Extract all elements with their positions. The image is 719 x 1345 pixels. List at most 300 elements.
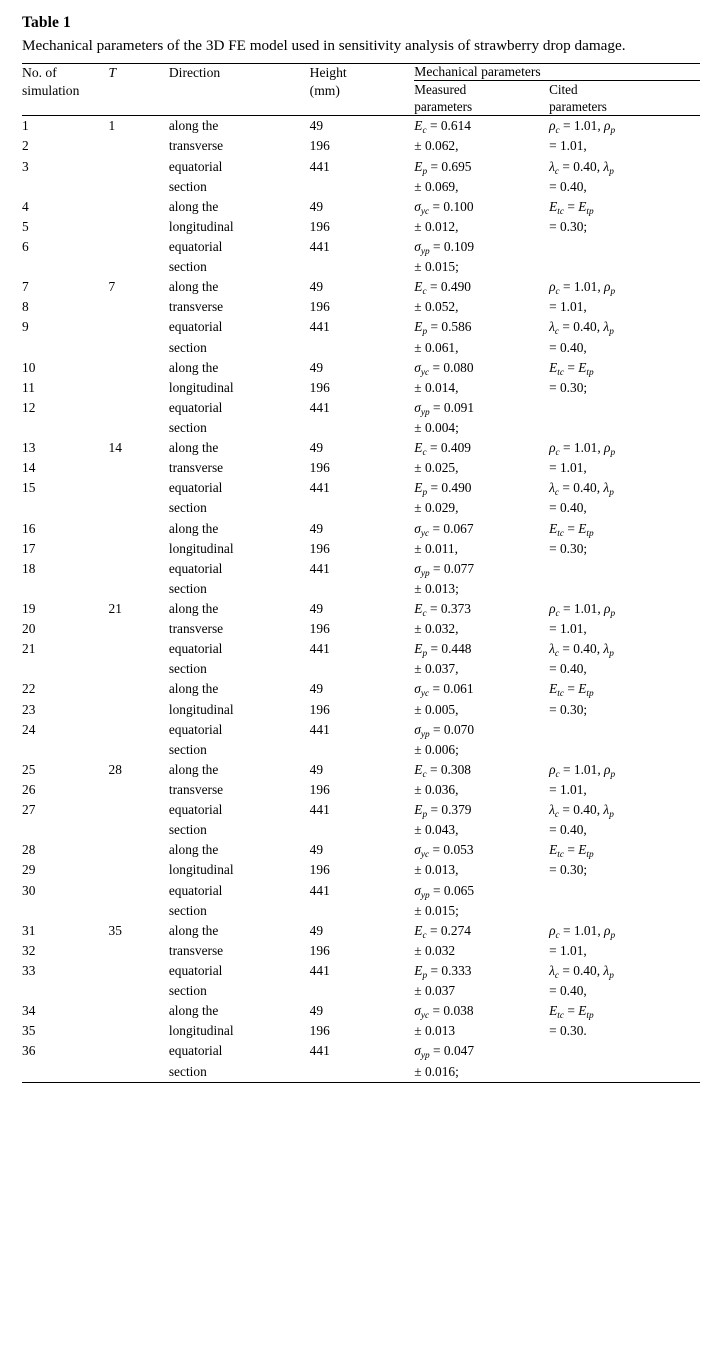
cell-height [310, 338, 415, 358]
cell-cited-parameter [549, 901, 700, 921]
table-row [22, 961, 700, 981]
rule-segment [22, 1082, 109, 1087]
cell-T [109, 740, 169, 760]
cell-measured-parameter: $\sigma_{yc} = 0.080$ [414, 359, 474, 378]
cell-height: 49 [309, 520, 324, 536]
cell-height: 441 [309, 560, 330, 576]
cell-height: 196 [309, 1023, 330, 1039]
cell-measured-parameter: $\sigma_{yp} = 0.091$ [414, 399, 475, 418]
cell-height: 196 [309, 299, 330, 315]
cell-height: 441 [309, 239, 330, 255]
cell-simulation-no: 11 [22, 379, 35, 395]
cell-T [109, 720, 169, 740]
header-cited-parameters [549, 81, 700, 116]
cell-height: 49 [309, 601, 324, 616]
cell-measured-parameter: $E_p = 0.490$ [414, 480, 472, 499]
cell-measured-parameter: ± 0.037 [414, 983, 456, 999]
mechanical-parameters-table [22, 63, 700, 1087]
cell-simulation-no: 32 [22, 942, 36, 958]
cell-measured-parameter: ± 0.013; [414, 580, 459, 596]
cell-T [109, 418, 169, 438]
cell-cited-parameter: $\rho_c = 1.01$, $\rho_p$ [549, 922, 616, 941]
cell-measured-parameter: ± 0.006; [414, 741, 459, 757]
header-height-line2: (mm) [309, 82, 340, 98]
cell-measured-parameter: ± 0.061, [414, 339, 459, 355]
header-no-line1: No. of [22, 65, 57, 81]
cell-height [310, 177, 415, 197]
rule-segment [169, 1082, 310, 1087]
cell-T [109, 177, 169, 197]
table-row [22, 157, 700, 177]
cell-direction: along the [168, 440, 219, 456]
table-row [22, 539, 700, 559]
cell-simulation-no: 9 [22, 319, 29, 335]
table-row [22, 438, 700, 458]
cell-measured-parameter: $E_p = 0.333$ [414, 962, 472, 981]
cell-measured-parameter: $E_c = 0.274$ [414, 922, 471, 941]
cell-direction: equatorial [168, 399, 223, 415]
cell-height [310, 820, 415, 840]
cell-direction: transverse [168, 138, 224, 154]
cell-T [109, 860, 169, 880]
table-row [22, 740, 700, 760]
cell-simulation-no [22, 740, 109, 760]
cell-direction: section [168, 741, 207, 757]
cell-measured-parameter: $\sigma_{yc} = 0.061$ [414, 681, 474, 700]
table-row [22, 398, 700, 418]
cell-height: 49 [309, 681, 324, 697]
cell-simulation-no: 34 [22, 1003, 36, 1019]
cell-simulation-no: 27 [22, 802, 36, 818]
cell-cited-parameter: = 0.30; [549, 701, 588, 717]
table-head [22, 64, 700, 116]
cell-direction: equatorial [168, 882, 223, 898]
cell-measured-parameter: $E_p = 0.586$ [414, 319, 472, 338]
cell-height: 196 [309, 379, 330, 395]
cell-measured-parameter: $E_c = 0.409$ [414, 440, 471, 459]
header-measured-line2: parameters [414, 99, 473, 115]
cell-T: 35 [108, 922, 122, 938]
cell-T [109, 639, 169, 659]
cell-cited-parameter: $\rho_c = 1.01$, $\rho_p$ [549, 279, 616, 298]
table-row [22, 1062, 700, 1083]
cell-T [109, 338, 169, 358]
cell-measured-parameter: $E_p = 0.448$ [414, 641, 472, 660]
cell-cited-parameter: = 0.40, [549, 178, 587, 194]
cell-direction: section [168, 983, 207, 999]
cell-measured-parameter: ± 0.037, [414, 661, 459, 677]
cell-measured-parameter: ± 0.032 [414, 942, 456, 958]
cell-cited-parameter [549, 740, 700, 760]
cell-cited-parameter: $\lambda_c = 0.40$, $\lambda_p$ [549, 802, 614, 821]
cell-simulation-no: 29 [22, 862, 36, 878]
rule-segment [414, 1082, 549, 1087]
cell-T [109, 559, 169, 579]
cell-cited-parameter: $E_{tc} = E_{tp}$ [549, 520, 594, 539]
cell-T [109, 780, 169, 800]
cell-direction: longitudinal [168, 862, 234, 878]
table-row [22, 478, 700, 498]
table-row [22, 1001, 700, 1021]
cell-T [109, 1062, 169, 1083]
table-row [22, 881, 700, 901]
header-height-line1: Height [309, 65, 347, 81]
cell-T [109, 136, 169, 156]
cell-direction: along the [169, 116, 310, 137]
cell-T [109, 981, 169, 1001]
cell-simulation-no: 22 [22, 681, 36, 697]
cell-cited-parameter: = 0.30; [549, 540, 588, 556]
table-row [22, 981, 700, 1001]
cell-height: 441 [309, 480, 330, 496]
table-row [22, 679, 700, 699]
table-row [22, 659, 700, 679]
cell-height: 196 [309, 781, 330, 797]
cell-T [109, 820, 169, 840]
cell-direction: equatorial [168, 319, 223, 335]
cell-cited-parameter: = 0.30; [549, 862, 588, 878]
table-row [22, 116, 700, 137]
cell-cited-parameter [549, 1062, 700, 1083]
table-row [22, 941, 700, 961]
cell-height [310, 579, 415, 599]
cell-T [109, 659, 169, 679]
table-row [22, 197, 700, 217]
cell-height [310, 418, 415, 438]
cell-cited-parameter [549, 237, 700, 257]
cell-T [109, 1001, 169, 1021]
cell-T: 21 [108, 601, 122, 616]
cell-T [109, 398, 169, 418]
table-row [22, 177, 700, 197]
cell-cited-parameter: $\lambda_c = 0.40$, $\lambda_p$ [549, 158, 614, 177]
cell-simulation-no: 15 [22, 480, 36, 496]
header-mechanical-parameters: Mechanical parameters [414, 64, 700, 81]
cell-direction: along the [168, 279, 219, 295]
cell-T [109, 237, 169, 257]
cell-measured-parameter: $E_c = 0.308$ [414, 761, 471, 780]
cell-simulation-no: 18 [22, 560, 36, 576]
cell-measured-parameter: ± 0.043, [414, 822, 459, 838]
cell-height [310, 981, 415, 1001]
cell-height: 49 [309, 359, 324, 375]
cell-height: 441 [309, 802, 330, 818]
table-row [22, 297, 700, 317]
cell-cited-parameter: = 1.01, [549, 781, 587, 797]
cell-T [109, 840, 169, 860]
cell-direction: along the [168, 1003, 219, 1019]
cell-direction: transverse [168, 460, 224, 476]
cell-simulation-no: 16 [22, 520, 36, 536]
cell-direction: equatorial [168, 560, 223, 576]
cell-direction: along the [168, 842, 219, 858]
cell-measured-parameter: $\sigma_{yc} = 0.100$ [414, 198, 474, 217]
cell-direction: section [168, 902, 207, 918]
cell-cited-parameter [549, 559, 700, 579]
cell-measured-parameter: ± 0.036, [414, 781, 459, 797]
cell-measured-parameter: $E_p = 0.695$ [414, 158, 472, 177]
cell-direction: equatorial [168, 239, 223, 255]
cell-T [109, 941, 169, 961]
table-row [22, 418, 700, 438]
cell-simulation-no [22, 901, 109, 921]
cell-cited-parameter: $E_{tc} = E_{tp}$ [549, 359, 594, 378]
table-caption: Mechanical parameters of the 3D FE model used in sensitivity analysis of strawberry drop damage. [22, 37, 626, 54]
cell-simulation-no: 14 [22, 460, 36, 476]
cell-simulation-no [22, 257, 109, 277]
cell-measured-parameter: $\sigma_{yc} = 0.053$ [414, 842, 474, 861]
cell-height: 196 [309, 621, 330, 637]
cell-measured-parameter: $\sigma_{yp} = 0.070$ [414, 721, 475, 740]
cell-direction: along the [168, 681, 219, 697]
cell-simulation-no [22, 1062, 109, 1083]
cell-direction: transverse [168, 299, 224, 315]
rule-segment [109, 1082, 169, 1087]
cell-direction: equatorial [168, 641, 223, 657]
cell-measured-parameter: $\sigma_{yc} = 0.038$ [414, 1003, 474, 1022]
cell-T [109, 679, 169, 699]
cell-measured-parameter: $\sigma_{yp} = 0.109$ [414, 239, 475, 258]
cell-height: 49 [310, 116, 415, 137]
cell-height: 196 [309, 701, 330, 717]
cell-measured-parameter: ± 0.016; [414, 1063, 459, 1079]
table-row [22, 921, 700, 941]
header-height [310, 64, 415, 116]
cell-T [109, 498, 169, 518]
cell-simulation-no [22, 498, 109, 518]
cell-cited-parameter: $E_{tc} = E_{tp}$ [549, 842, 594, 861]
cell-direction: section [168, 500, 207, 516]
cell-simulation-no: 33 [22, 962, 36, 978]
cell-direction: along the [168, 601, 219, 616]
cell-measured-parameter: ± 0.029, [414, 500, 459, 516]
table-row [22, 136, 700, 156]
table-label: Table 1 [22, 14, 71, 31]
cell-cited-parameter [549, 257, 700, 277]
cell-cited-parameter [549, 398, 700, 418]
cell-cited-parameter: = 0.30. [549, 1023, 587, 1039]
cell-T [109, 458, 169, 478]
cell-measured-parameter: ± 0.052, [414, 299, 459, 315]
cell-measured-parameter: ± 0.013 [414, 1023, 456, 1039]
cell-cited-parameter [549, 881, 700, 901]
header-cited-line1: Cited [549, 82, 578, 98]
cell-T [109, 539, 169, 559]
cell-height [310, 1062, 415, 1083]
cell-simulation-no: 7 [22, 279, 29, 295]
cell-direction: section [168, 259, 207, 275]
table-row [22, 700, 700, 720]
cell-simulation-no: 35 [22, 1023, 36, 1039]
cell-simulation-no: 1 [22, 116, 109, 137]
cell-height [310, 257, 415, 277]
cell-direction: along the [168, 922, 219, 938]
table-row [22, 1041, 700, 1061]
cell-measured-parameter: ± 0.014, [414, 379, 459, 395]
cell-measured-parameter: $E_c = 0.373$ [414, 601, 471, 619]
cell-measured-parameter: ± 0.025, [414, 460, 459, 476]
cell-T [109, 358, 169, 378]
cell-cited-parameter: = 1.01, [549, 942, 587, 958]
cell-cited-parameter: = 0.40, [549, 822, 587, 838]
cell-simulation-no: 25 [22, 761, 36, 777]
cell-measured-parameter: ± 0.005, [414, 701, 459, 717]
cell-cited-parameter: = 0.30; [549, 218, 588, 234]
table-row [22, 901, 700, 921]
table-row [22, 760, 700, 780]
cell-height: 196 [309, 942, 330, 958]
cell-direction: longitudinal [168, 218, 234, 234]
table-body [22, 116, 700, 1087]
cell-measured-parameter: $\sigma_{yp} = 0.047$ [414, 1043, 475, 1062]
header-direction: Direction [169, 64, 310, 116]
cell-cited-parameter: $\rho_c = 1.01$, $\rho_p$ [549, 440, 616, 459]
cell-simulation-no: 28 [22, 842, 36, 858]
cell-height [310, 740, 415, 760]
cell-cited-parameter: $\rho_c = 1.01$, $\rho_p$ [549, 761, 616, 780]
cell-simulation-no [22, 418, 109, 438]
table-row [22, 257, 700, 277]
cell-cited-parameter: = 0.40, [549, 339, 587, 355]
cell-direction: equatorial [168, 158, 223, 174]
cell-T [109, 478, 169, 498]
cell-direction: equatorial [168, 1043, 223, 1059]
cell-measured-parameter: ± 0.015; [414, 259, 459, 275]
cell-simulation-no: 31 [22, 922, 36, 938]
rule-segment [549, 1082, 700, 1087]
table-row [22, 338, 700, 358]
table-row [22, 559, 700, 579]
cell-T: 28 [108, 761, 122, 777]
table-row [22, 358, 700, 378]
cell-simulation-no [22, 981, 109, 1001]
cell-direction: equatorial [168, 802, 223, 818]
table-row [22, 820, 700, 840]
cell-simulation-no [22, 579, 109, 599]
cell-measured-parameter: ± 0.011, [414, 540, 458, 556]
table-row [22, 519, 700, 539]
cell-cited-parameter: $\rho_c = 1.01$, $\rho_p$ [549, 601, 616, 619]
cell-T [109, 800, 169, 820]
table-row [22, 860, 700, 880]
table-row [22, 317, 700, 337]
table-row [22, 720, 700, 740]
cell-T [109, 961, 169, 981]
cell-direction: section [168, 661, 207, 677]
cell-simulation-no: 5 [22, 218, 29, 234]
cell-height: 49 [309, 1003, 324, 1019]
cell-simulation-no: 8 [22, 299, 29, 315]
cell-cited-parameter: = 0.40, [549, 500, 587, 516]
cell-cited-parameter: = 1.01, [549, 299, 587, 315]
cell-direction: section [168, 580, 207, 596]
cell-T: 7 [108, 279, 116, 295]
cell-cited-parameter [549, 1041, 700, 1061]
cell-measured-parameter: $E_c = 0.490$ [414, 279, 471, 298]
cell-cited-parameter: $\lambda_c = 0.40$, $\lambda_p$ [549, 962, 614, 981]
cell-cited-parameter: = 1.01, [549, 621, 587, 637]
cell-T [109, 378, 169, 398]
header-no-of-simulation [22, 64, 109, 116]
table-row [22, 599, 700, 619]
cell-T [109, 881, 169, 901]
cell-direction: along the [168, 520, 219, 536]
cell-cited-parameter: $\lambda_c = 0.40$, $\lambda_p$ [549, 319, 614, 338]
cell-simulation-no: 20 [22, 621, 36, 637]
cell-height: 49 [309, 440, 324, 456]
cell-direction: along the [168, 761, 219, 777]
cell-simulation-no: 30 [22, 882, 36, 898]
cell-simulation-no [22, 820, 109, 840]
rule-segment [310, 1082, 415, 1087]
cell-direction: equatorial [168, 480, 223, 496]
cell-measured-parameter: $\sigma_{yp} = 0.065$ [414, 882, 475, 901]
table-row [22, 458, 700, 478]
cell-simulation-no: 6 [22, 239, 29, 255]
cell-height: 441 [309, 882, 330, 898]
cell-height: 441 [309, 158, 330, 174]
cell-direction: section [168, 339, 207, 355]
cell-direction: section [168, 822, 207, 838]
cell-height: 441 [309, 1043, 330, 1059]
cell-simulation-no: 4 [22, 198, 29, 214]
cell-measured-parameter: $E_c = 0.614$ [414, 116, 549, 137]
cell-simulation-no [22, 177, 109, 197]
cell-direction: longitudinal [168, 1023, 234, 1039]
cell-height: 49 [309, 198, 324, 214]
table-row [22, 639, 700, 659]
cell-direction: equatorial [168, 721, 223, 737]
cell-cited-parameter: $\rho_c = 1.01$, $\rho_p$ [549, 116, 700, 137]
cell-simulation-no: 19 [22, 601, 36, 616]
cell-T: 1 [109, 116, 169, 137]
cell-cited-parameter: $\lambda_c = 0.40$, $\lambda_p$ [549, 641, 614, 660]
cell-direction: along the [168, 359, 219, 375]
cell-T [109, 1021, 169, 1041]
header-T: T [109, 64, 169, 116]
cell-measured-parameter: ± 0.032, [414, 621, 459, 637]
cell-cited-parameter: = 0.40, [549, 661, 587, 677]
cell-T [109, 197, 169, 217]
cell-height: 441 [309, 399, 330, 415]
cell-height: 441 [309, 962, 330, 978]
cell-simulation-no: 36 [22, 1043, 36, 1059]
cell-simulation-no: 21 [22, 641, 36, 657]
cell-measured-parameter: $\sigma_{yc} = 0.067$ [414, 520, 474, 539]
table-row [22, 800, 700, 820]
cell-cited-parameter [549, 720, 700, 740]
cell-simulation-no: 13 [22, 440, 36, 456]
cell-direction: section [168, 420, 207, 436]
cell-direction: transverse [168, 781, 224, 797]
cell-measured-parameter: ± 0.013, [414, 862, 459, 878]
cell-measured-parameter: ± 0.015; [414, 902, 459, 918]
table-row [22, 378, 700, 398]
cell-height: 441 [309, 319, 330, 335]
cell-simulation-no: 10 [22, 359, 36, 375]
table-row [22, 619, 700, 639]
cell-measured-parameter: ± 0.062, [414, 138, 459, 154]
cell-height [310, 498, 415, 518]
cell-simulation-no [22, 338, 109, 358]
table-row [22, 277, 700, 297]
cell-height: 49 [309, 761, 324, 777]
table-row [22, 498, 700, 518]
table-row [22, 579, 700, 599]
cell-height: 441 [309, 641, 330, 657]
cell-height: 196 [309, 218, 330, 234]
cell-direction: longitudinal [168, 540, 234, 556]
